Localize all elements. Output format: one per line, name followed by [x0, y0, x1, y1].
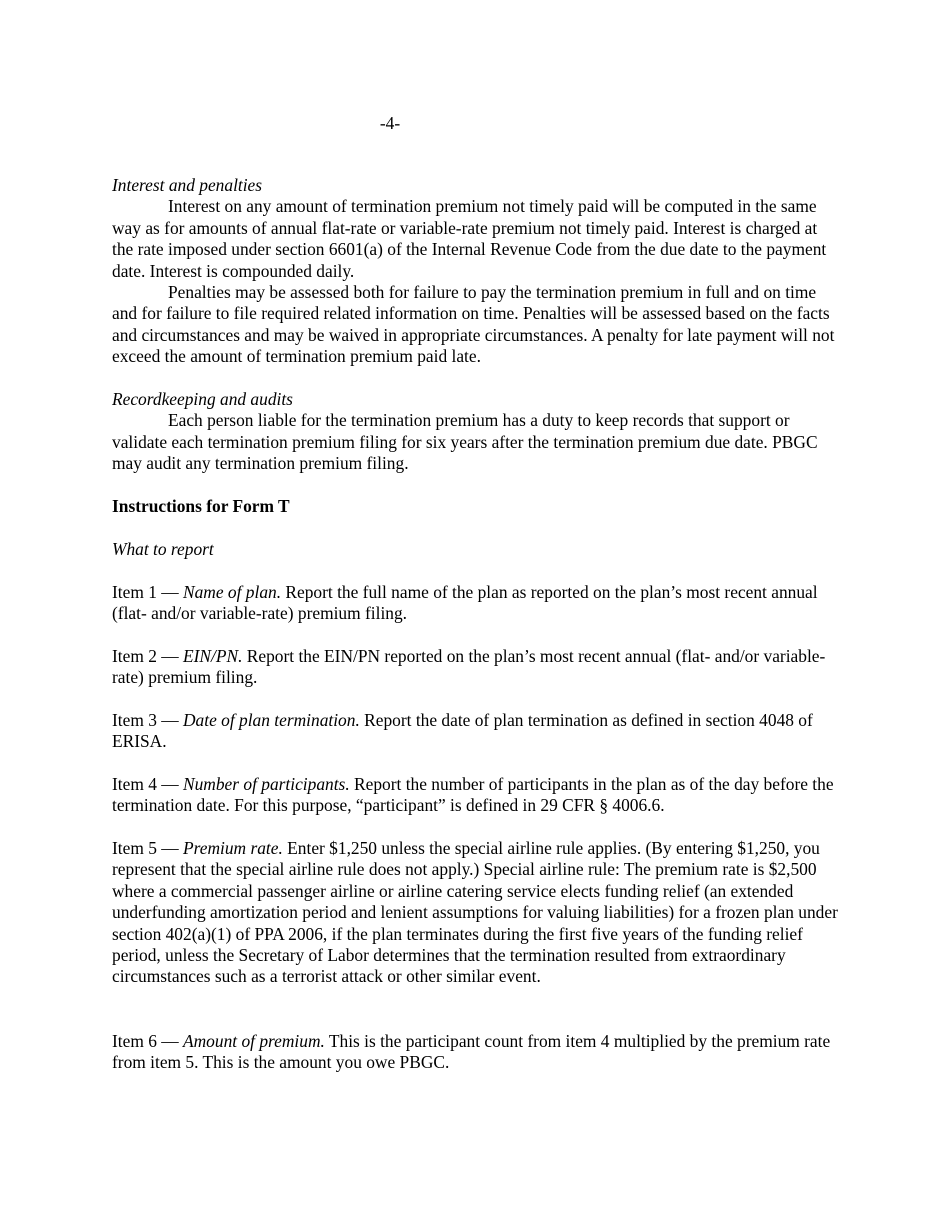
interest-penalties-section	[112, 175, 840, 368]
recordkeeping-heading: Recordkeeping and audits	[112, 389, 293, 409]
item-6-text: This is the participant count from item 4 multiplied by the premium rate from item 5. This is the amount you owe PBGC.	[112, 1031, 831, 1073]
item-1-title: Name of plan.	[183, 582, 282, 602]
item-4-label: Item 4 —	[112, 774, 183, 794]
item-4-title: Number of participants.	[183, 774, 350, 794]
item-1-text: Report the full name of the plan as reported on the plan’s most recent annual (flat- and/or variable-rate) premium filing.	[112, 582, 818, 624]
page-number: -4-	[379, 113, 401, 133]
item-4-text: Report the number of participants in the plan as of the day before the termination date. For this purpose, “participant” is defined in 29 CFR § 4006.6.	[112, 774, 834, 816]
item-1	[112, 582, 840, 625]
item-6	[112, 1031, 840, 1074]
item-5	[112, 838, 840, 988]
recordkeeping-section	[112, 389, 840, 475]
recordkeeping-paragraph: Each person liable for the termination premium has a duty to keep records that support or validate each termination premium filing for six years after the termination premium due date. PBGC may audit any termination premium filing.	[112, 410, 818, 474]
item-3-text: Report the date of plan termination as defined in section 4048 of ERISA.	[112, 710, 813, 752]
item-6-label: Item 6 —	[112, 1031, 183, 1051]
item-2	[112, 646, 840, 689]
item-5-title: Premium rate.	[183, 838, 283, 858]
item-3	[112, 710, 840, 753]
instructions-heading: Instructions for Form T	[112, 496, 290, 516]
penalties-paragraph: Penalties may be assessed both for failure to pay the termination premium in full and on time and for failure to file required related information on time. Penalties will be assessed based on the facts and circumstances and may be waived in appropriate circumstances. A penalty for late payment will not exceed the amount of termination premium paid late.	[112, 282, 835, 367]
interest-penalties-heading: Interest and penalties	[112, 175, 263, 195]
item-2-title: EIN/PN.	[183, 646, 243, 666]
item-2-text: Report the EIN/PN reported on the plan’s most recent annual (flat- and/or variable-rate) premium filing.	[112, 646, 826, 688]
item-5-label: Item 5 —	[112, 838, 183, 858]
interest-paragraph: Interest on any amount of termination premium not timely paid will be computed in the same way as for amounts of annual flat-rate or variable-rate premium not timely paid. Interest is charged at the rate imposed under section 6601(a) of the Internal Revenue Code from the due date to the payment date. Interest is compounded daily.	[112, 196, 827, 281]
item-5-text: Enter $1,250 unless the special airline rule applies. (By entering $1,250, you represent that the special airline rule does not apply.) Special airline rule: The premium rate is $2,500 where a commercial passenger airline or airline catering service elects funding relief (an extended underfunding amortization period and lenient assumptions for valuing liabilities) for a frozen plan under section 402(a)(1) of PPA 2006, if the plan terminates during the first five years of the funding relief period, unless the Secretary of Labor determines that the termination resulted from extraordinary circumstances such as a terrorist attack or other similar event.	[112, 838, 838, 987]
item-3-label: Item 3 —	[112, 710, 183, 730]
item-4	[112, 774, 840, 817]
what-to-report-heading: What to report	[112, 539, 214, 559]
item-3-title: Date of plan termination.	[183, 710, 360, 730]
item-6-title: Amount of premium.	[183, 1031, 325, 1051]
item-2-label: Item 2 —	[112, 646, 183, 666]
item-1-label: Item 1 —	[112, 582, 183, 602]
